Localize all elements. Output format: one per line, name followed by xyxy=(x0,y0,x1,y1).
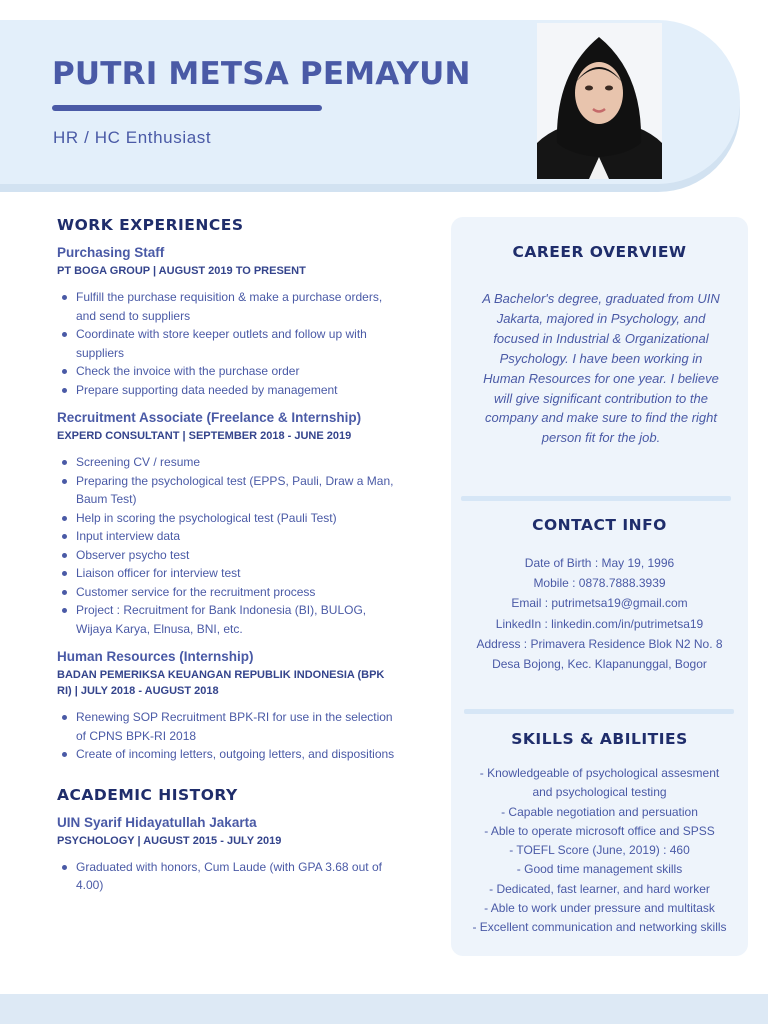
skills-list xyxy=(451,764,748,938)
candidate-role: HR / HC Enthusiast xyxy=(53,128,212,147)
duty-item: Liaison officer for interview test xyxy=(76,564,397,583)
school-name: UIN Syarif Hidayatullah Jakarta xyxy=(57,814,257,830)
career-overview-heading: CAREER OVERVIEW xyxy=(512,243,687,261)
skill-item: - Good time management skills xyxy=(516,862,683,877)
skill-item: - Excellent communication and networking skills xyxy=(472,920,727,935)
duty-item: Create of incoming letters, outgoing letters, and dispositions xyxy=(76,745,397,764)
education-detail: PSYCHOLOGY | AUGUST 2015 - JULY 2019 xyxy=(57,834,282,847)
section-divider xyxy=(464,709,734,714)
skill-item: - TOEFL Score (June, 2019) : 460 xyxy=(509,843,690,858)
contact-details xyxy=(461,553,738,674)
duty-item: Input interview data xyxy=(76,527,397,546)
job-title: Human Resources (Internship) xyxy=(57,649,254,664)
skill-item: - Dedicated, fast learner, and hard worker xyxy=(489,881,710,896)
job-title: Recruitment Associate (Freelance & Internship) xyxy=(57,410,362,425)
job-company: PT BOGA GROUP | AUGUST 2019 TO PRESENT xyxy=(57,265,306,277)
duty-item: Customer service for the recruitment process xyxy=(76,583,397,602)
job-entry xyxy=(57,410,397,638)
skills-heading: SKILLS & ABILITIES xyxy=(511,730,688,748)
academic-history-heading: ACADEMIC HISTORY xyxy=(57,785,238,804)
contact-address: Address : Primavera Residence Blok N2 No. 8 Desa Bojong, Kec. Klapanunggal, Bogor xyxy=(476,636,723,672)
sidebar-card xyxy=(451,217,748,956)
skill-item: - Capable negotiation and persuation xyxy=(501,804,698,819)
duty-item: Coordinate with store keeper outlets and follow up with suppliers xyxy=(76,325,397,362)
contact-info-heading: CONTACT INFO xyxy=(532,516,667,534)
duty-item: Screening CV / resume xyxy=(76,453,397,472)
candidate-name: PUTRI METSA PEMAYUN xyxy=(52,56,471,92)
duty-item: Prepare supporting data needed by management xyxy=(76,381,397,400)
section-divider xyxy=(461,496,731,501)
job-entry xyxy=(57,245,397,399)
profile-photo xyxy=(537,23,662,179)
education-entry xyxy=(57,815,397,895)
left-column xyxy=(57,216,397,895)
duty-item: Preparing the psychological test (EPPS, Pauli, Draw a Man, Baum Test) xyxy=(76,472,397,509)
contact-email: Email : putrimetsa19@gmail.com xyxy=(511,596,688,611)
duty-item: Renewing SOP Recruitment BPK-RI for use in the selection of CPNS BPK-RI 2018 xyxy=(76,708,397,745)
footer-band xyxy=(0,994,768,1024)
career-overview-text: A Bachelor's degree, graduated from UIN Jakarta, majored in Psychology, and focused in Industrial & Organizational Psychology. I have been working in Human Resources for one year. I believe will give significant contribution to the company and make sure to find the right person fit for the job. xyxy=(482,291,720,446)
job-duties xyxy=(57,453,397,638)
skill-item: - Able to operate microsoft office and SPSS xyxy=(484,823,715,838)
education-notes xyxy=(57,858,397,895)
job-company: BADAN PEMERIKSA KEUANGAN REPUBLIK INDONESIA (BPK RI) | JULY 2018 - AUGUST 2018 xyxy=(57,669,385,697)
contact-mobile: Mobile : 0878.7888.3939 xyxy=(533,576,666,591)
job-duties xyxy=(57,708,397,764)
contact-linkedin: LinkedIn : linkedin.com/in/putrimetsa19 xyxy=(495,616,704,631)
skill-item: - Able to work under pressure and multitask xyxy=(484,901,715,916)
education-note: Graduated with honors, Cum Laude (with GPA 3.68 out of 4.00) xyxy=(76,858,397,895)
contact-dob: Date of Birth : May 19, 1996 xyxy=(524,556,675,570)
duty-item: Help in scoring the psychological test (Pauli Test) xyxy=(76,509,397,528)
name-underline xyxy=(52,105,322,111)
work-experiences-heading: WORK EXPERIENCES xyxy=(57,216,244,234)
skill-item: - Knowledgeable of psychological assesment and psychological testing xyxy=(479,766,720,800)
duty-item: Fulfill the purchase requisition & make a purchase orders, and send to suppliers xyxy=(76,288,397,325)
duty-item: Project : Recruitment for Bank Indonesia (BI), BULOG, Wijaya Karya, Elnusa, BNI, etc. xyxy=(76,601,397,638)
job-company: EXPERD CONSULTANT | SEPTEMBER 2018 - JUNE 2019 xyxy=(57,430,352,442)
duty-item: Check the invoice with the purchase order xyxy=(76,362,397,381)
job-entry xyxy=(57,649,397,764)
job-duties xyxy=(57,288,397,399)
duty-item: Observer psycho test xyxy=(76,546,397,565)
job-title: Purchasing Staff xyxy=(57,245,165,260)
